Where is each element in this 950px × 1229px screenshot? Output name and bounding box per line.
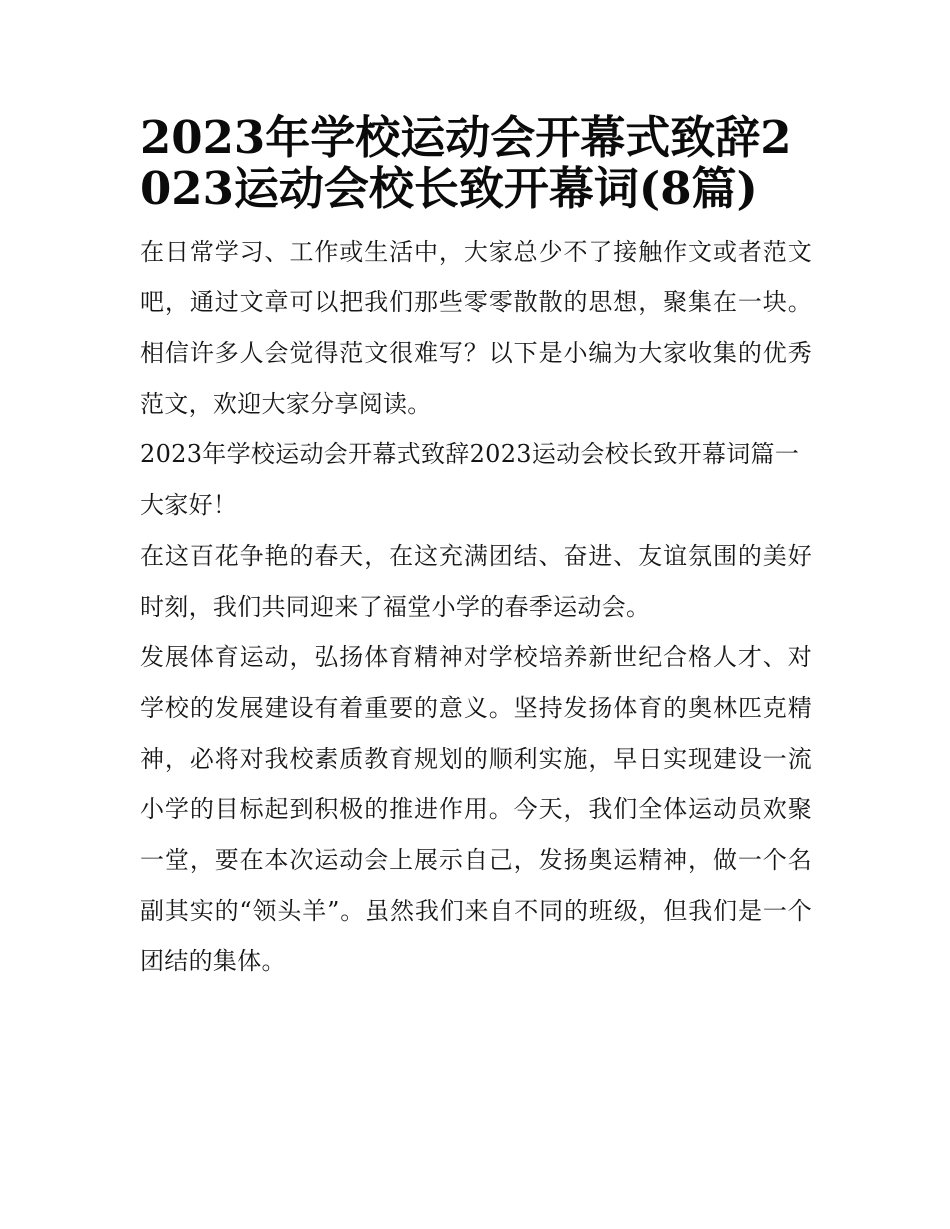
- paragraph-section-heading: 2023年学校运动会开幕式致辞2023运动会校长致开幕词篇一: [140, 440, 800, 469]
- paragraph-sports-spirit: 发展体育运动，弘扬体育精神对学校培养新世纪合格人才、对学校的发展建设有着重要的意义。坚持发扬体育的奥林匹克精神，必将对我校素质教育规划的顺利实施，早日实现建设一流小学的目标起到积极的推进作用。今天，我们全体运动员欢聚一堂，要在本次运动会上展示自己，发扬奥运精神，做一个名副其实的“领头羊”。虽然我们来自不同的班级，但我们是一个团结的集体。: [140, 643, 812, 976]
- paragraph-intro: 在日常学习、工作或生活中，大家总少不了接触作文或者范文吧，通过文章可以把我们那些零零散散的思想，聚集在一块。相信许多人会觉得范文很难写？以下是小编为大家收集的优秀范文，欢迎大家分享阅读。: [140, 237, 812, 418]
- document-page: [140, 112, 812, 987]
- paragraph-greeting: 大家好！: [140, 491, 238, 520]
- document-title: 2023年学校运动会开幕式致辞2023运动会校长致开幕词(8篇): [140, 111, 792, 216]
- paragraph-spring: 在这百花争艳的春天，在这充满团结、奋进、友谊氛围的美好时刻，我们共同迎来了福堂小学的春季运动会。: [140, 541, 812, 621]
